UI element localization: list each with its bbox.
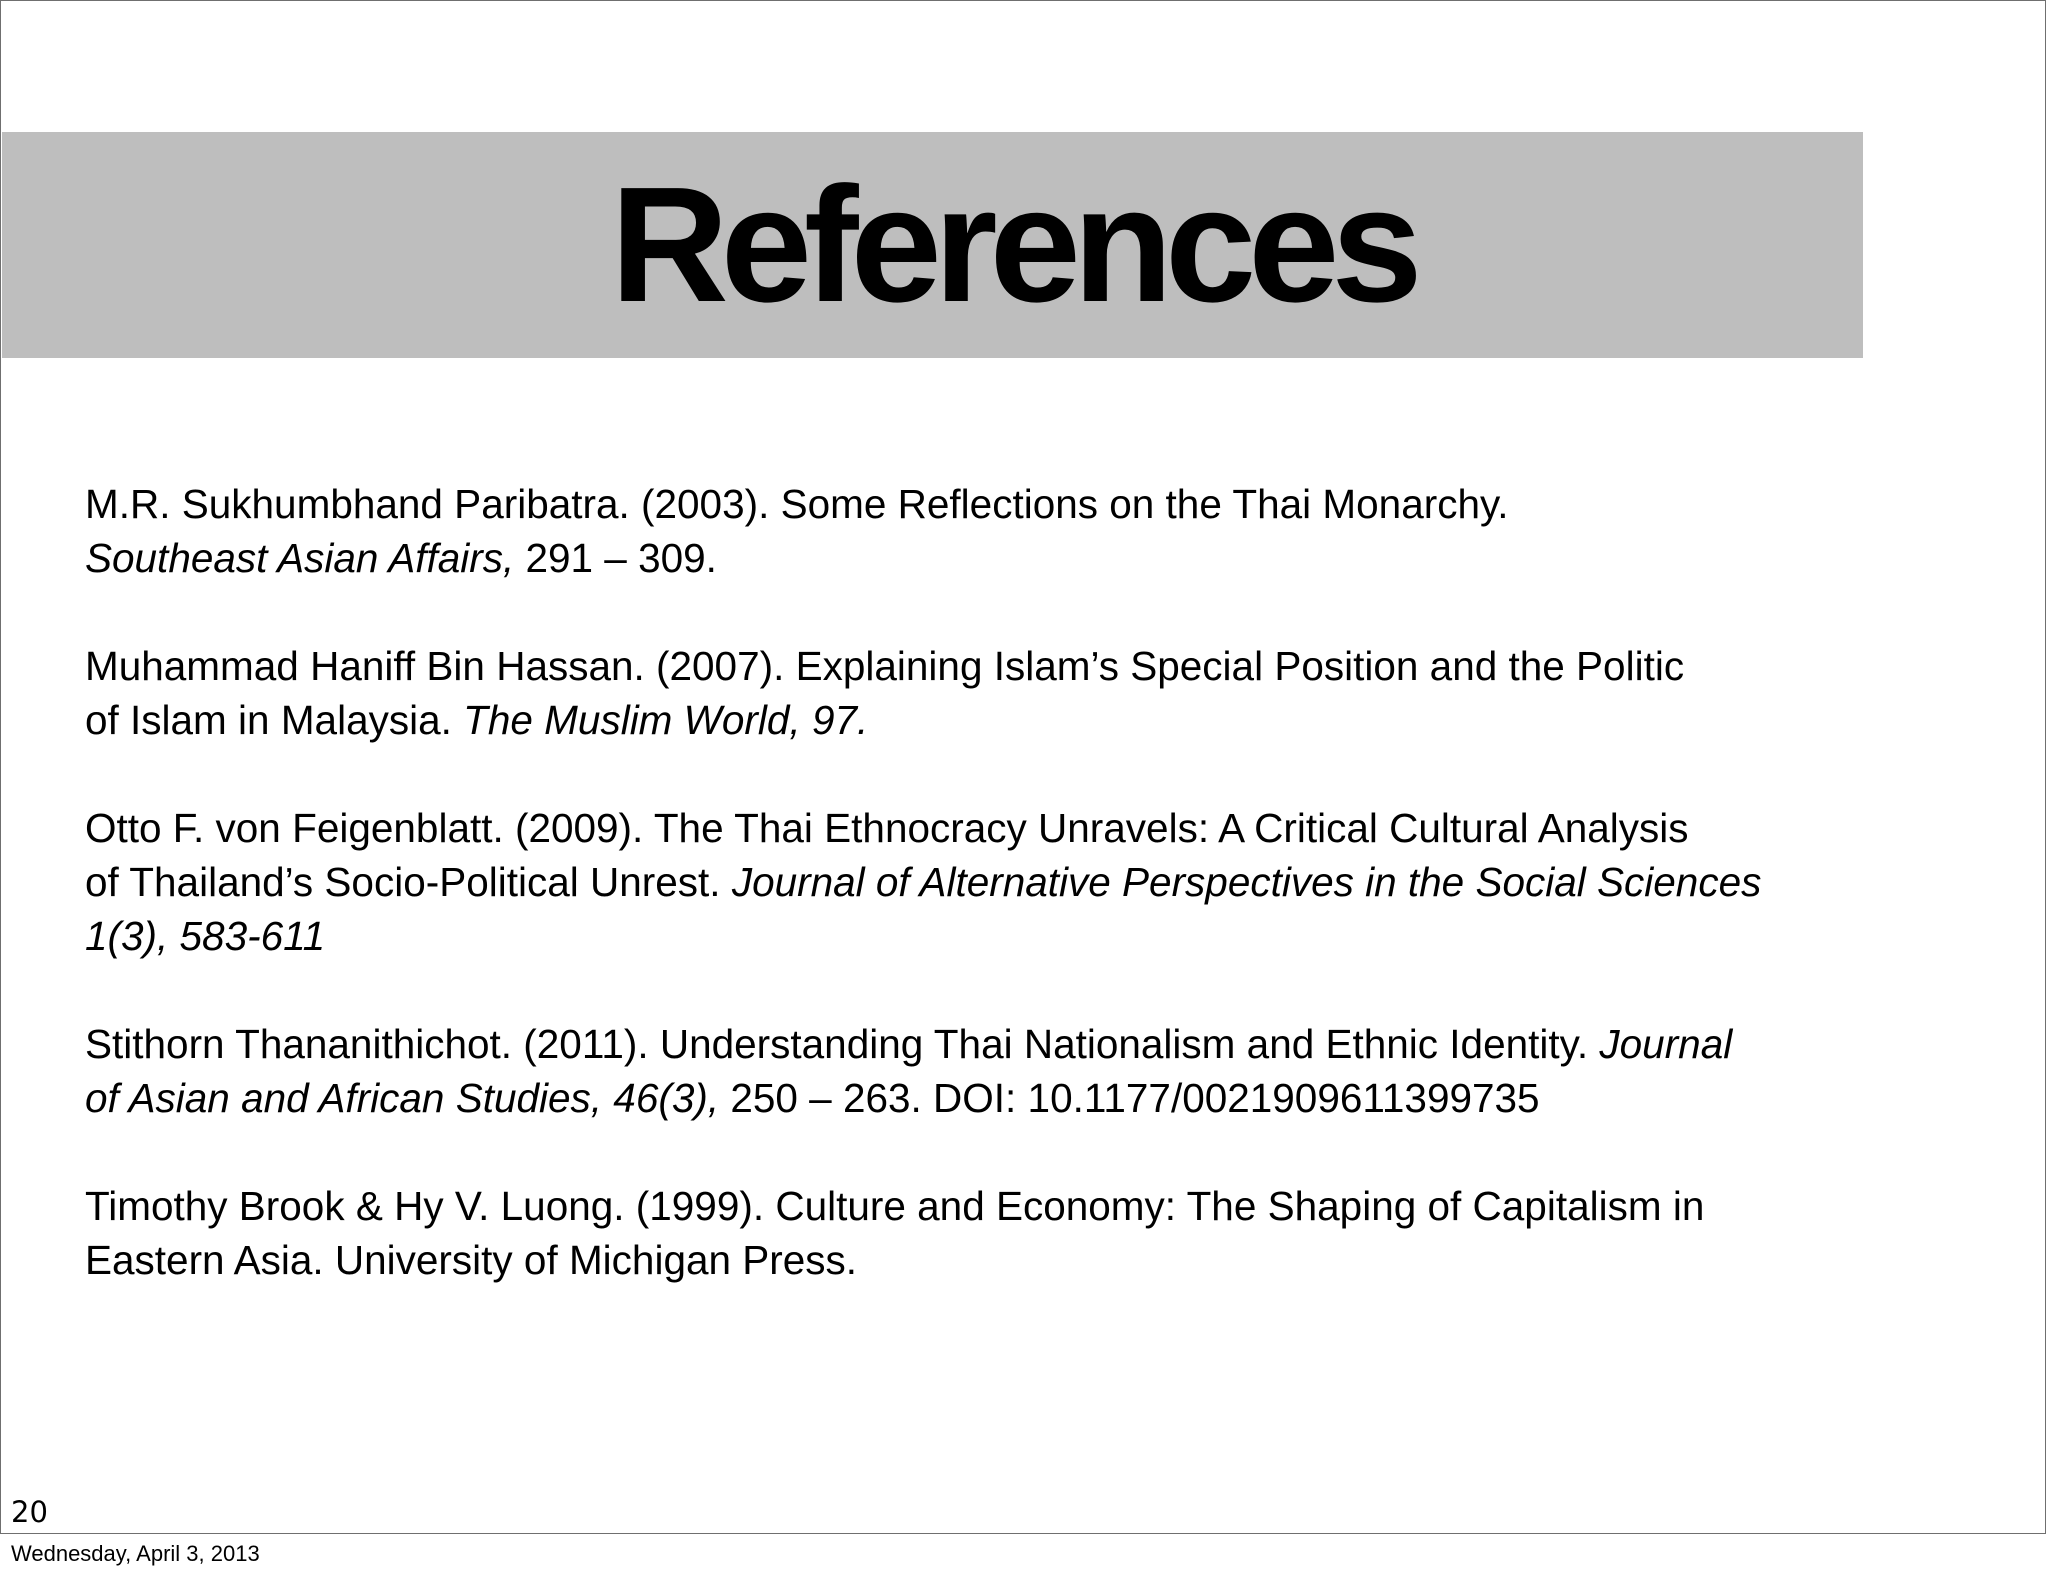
slide-number: 20	[11, 1495, 48, 1529]
reference-italic-text: Southeast Asian Affairs,	[85, 535, 515, 581]
reference-text: Timothy Brook & Hy V. Luong. (1999). Culture and Economy: The Shaping of Capitalism in	[85, 1183, 1705, 1229]
reference-line	[85, 909, 2025, 963]
slide-title: References	[610, 153, 1415, 336]
reference-text: of Islam in Malaysia.	[85, 697, 464, 743]
reference-line	[85, 477, 2025, 531]
reference-line	[85, 855, 2025, 909]
reference-italic-text: Journal	[1599, 1021, 1733, 1067]
reference-entry	[85, 639, 2025, 747]
reference-text: 250 – 263. DOI: 10.1177/0021909611399735	[719, 1075, 1540, 1121]
reference-italic-text: of Asian and African Studies, 46(3),	[85, 1075, 720, 1121]
reference-line	[85, 1071, 2025, 1125]
reference-italic-text: 1(3), 583-611	[85, 913, 326, 959]
reference-line	[85, 531, 2025, 585]
reference-line	[85, 639, 2025, 693]
reference-entry	[85, 801, 2025, 963]
footer-date: Wednesday, April 3, 2013	[11, 1541, 260, 1566]
reference-entry	[85, 1017, 2025, 1125]
reference-entry	[85, 1179, 2025, 1287]
reference-list	[85, 477, 2025, 1341]
reference-text: of Thailand’s Socio-Political Unrest.	[85, 859, 732, 905]
reference-line	[85, 693, 2025, 747]
reference-line	[85, 1179, 2025, 1233]
reference-entry	[85, 477, 2025, 585]
reference-text: M.R. Sukhumbhand Paribatra. (2003). Some Reflections on the Thai Monarchy.	[85, 481, 1509, 527]
reference-text: 291 – 309.	[514, 535, 717, 581]
reference-text: Muhammad Haniff Bin Hassan. (2007). Explaining Islam’s Special Position and the Politic	[85, 643, 1685, 689]
reference-line	[85, 801, 2025, 855]
reference-italic-text: The Muslim World, 97.	[463, 697, 869, 743]
reference-italic-text: Journal of Alternative Perspectives in the Social Sciences	[731, 859, 1762, 905]
reference-line	[85, 1017, 2025, 1071]
reference-text: Stithorn Thananithichot. (2011). Understanding Thai Nationalism and Ethnic Identity.	[85, 1021, 1600, 1067]
reference-text: Otto F. von Feigenblatt. (2009). The Thai Ethnocracy Unravels: A Critical Cultural Analysis	[85, 805, 1689, 851]
reference-line	[85, 1233, 2025, 1287]
title-band	[2, 132, 1863, 358]
reference-text: Eastern Asia. University of Michigan Press.	[85, 1237, 858, 1283]
